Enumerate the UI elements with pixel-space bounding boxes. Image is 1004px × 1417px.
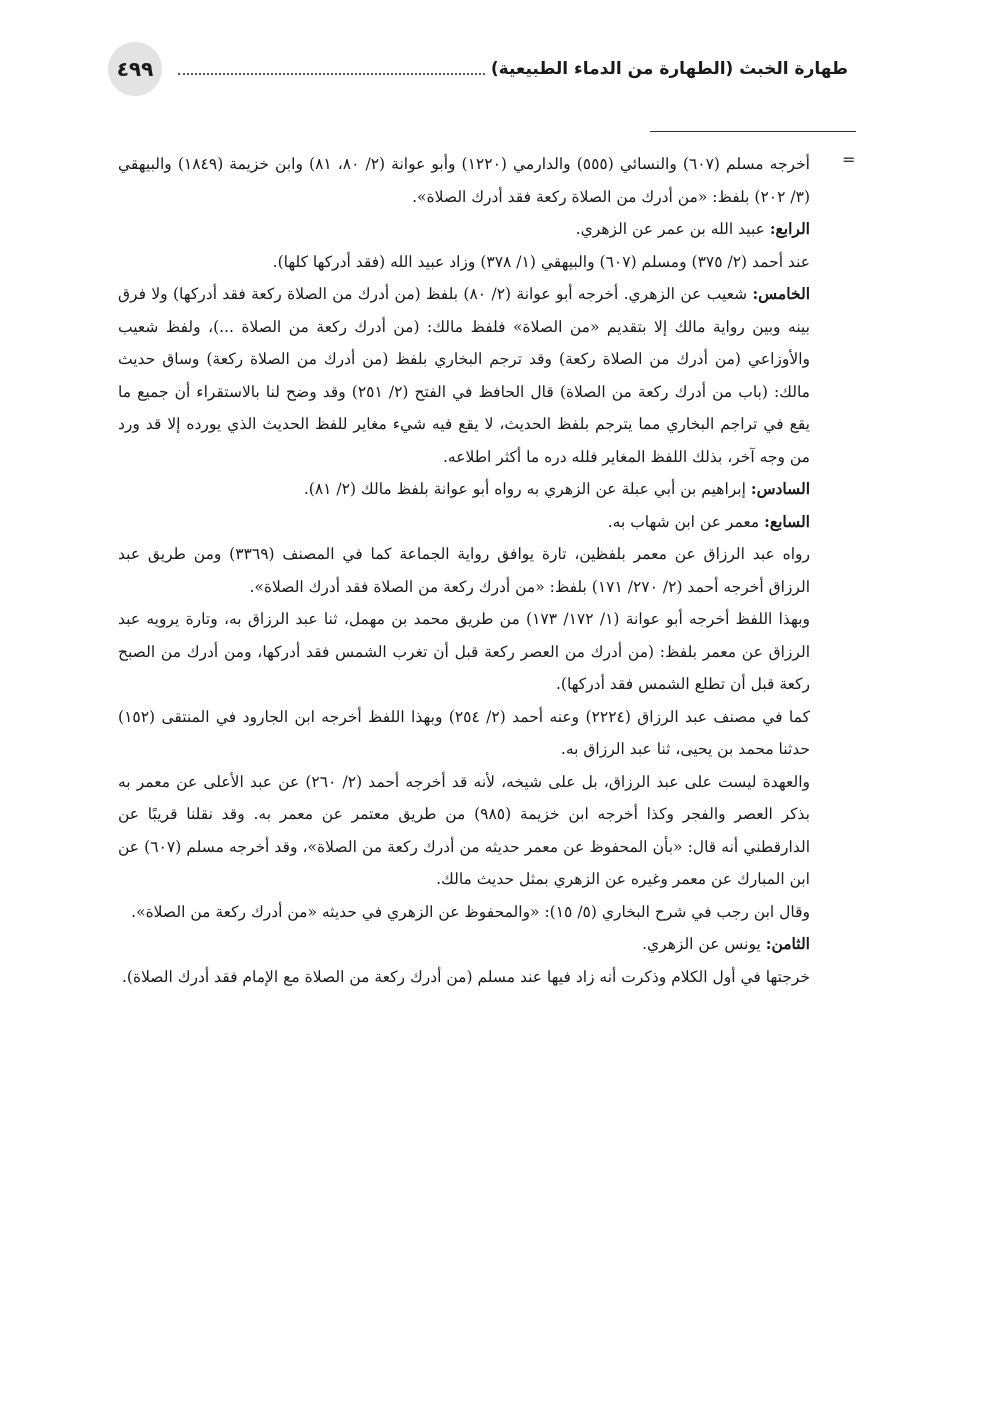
paragraph-10	[118, 766, 810, 896]
paragraph-text: شعيب عن الزهري. أخرجه أبو عوانة (٢/ ٨٠) بلفظ (من أدرك من الصلاة ركعة فقد أدركها) ولا فرق بينه وبين رواية مالك إلا بتقديم «من الصلاة» فلفظ مالك: (من أدرك ركعة من الصلاة ...)، ولفظ شعيب والأوزاعي (من أدرك من الصلاة ركعة) وقد ترجم البخاري بلفظ (من أدرك من الصلاة ركعة) وساق حديث مالك: (باب من أدرك ركعة من الصلاة) قال الحافظ في الفتح (٢/ ٢٥١) وقد وضح لنا بالاستقراء أن جميع ما يقع في تراجم البخاري مما يترجم بلفظ الحديث، لا يقع فيه شيء مغاير للفظ الحديث الذي يورده إلا قد ورد من وجه آخر، بذلك اللفظ المغاير فلله دره ما أكثر اطلاعه.	[118, 285, 810, 466]
paragraph-text: رواه عبد الرزاق عن معمر بلفظين، تارة يوافق رواية الجماعة كما في المصنف (٣٣٦٩) ومن طريق عبد الرزاق أخرجه أحمد (٢/ ٢٧٠/ ١٧١) بلفظ: «من أدرك ركعة من الصلاة فقد أدرك الصلاة».	[118, 545, 811, 596]
paragraph-text: والعهدة ليست على عبد الرزاق، بل على شيخه، لأنه قد أخرجه أحمد (٢/ ٢٦٠) عن عبد الأعلى عن معمر به بذكر العصر والفجر وكذا أخرجه ابن خزيمة (٩٨٥) من طريق معتمر عن معمر به. وقد نقلنا قريبًا عن الدارقطني أنه قال: «بأن المحفوظ عن معمر حديثه من أدرك ركعة من الصلاة»، وقد أخرجه مسلم (٦٠٧) عن ابن المبارك عن معمر وغيره عن الزهري بمثل حديث مالك.	[118, 772, 811, 888]
running-title-text: طهارة الخبث (الطهارة من الدماء الطبيعية)	[490, 59, 848, 79]
paragraph-5	[118, 473, 810, 506]
paragraph-text: خرجتها في أول الكلام وذكرت أنه زاد فيها عند مسلم (من أدرك ركعة من الصلاة مع الإمام فقد أدرك الصلاة).	[121, 967, 810, 986]
paragraph-12	[118, 928, 810, 961]
section-label-fifth: الخامس:	[752, 284, 810, 303]
section-label-eighth: الثامن:	[765, 934, 810, 953]
paragraph-9	[118, 701, 810, 766]
paragraph-text: أخرجه مسلم (٦٠٧) والنسائي (٥٥٥) والدارمي (١٢٢٠) وأبو عوانة (٢/ ٨٠، ٨١) وابن خزيمة (١٨٤٩) والبيهقي (٣/ ٢٠٢) بلفظ: «من أدرك من الصلاة ركعة فقد أدرك الصلاة».	[118, 155, 810, 206]
paragraph-text: يونس عن الزهري.	[642, 935, 761, 953]
paragraph-8	[118, 603, 810, 701]
paragraph-2	[118, 213, 810, 246]
paragraph-3	[118, 246, 810, 279]
paragraph-text: معمر عن ابن شهاب به.	[607, 512, 760, 531]
section-label-fourth: الرابع:	[769, 219, 810, 238]
footnote-continuation-mark: =	[842, 150, 856, 169]
paragraph-text: عند أحمد (٢/ ٣٧٥) ومسلم (٦٠٧) والبيهقي (١/ ٣٧٨) وزاد عبيد الله (فقد أدركها كلها).	[272, 252, 810, 271]
dotted-leader	[178, 73, 485, 75]
footnote-separator-rule	[650, 131, 856, 132]
paragraph-text: وقال ابن رجب في شرح البخاري (٥/ ١٥): «والمحفوظ عن الزهري في حديثه «من أدرك ركعة من الصلاة».	[131, 902, 810, 921]
section-label-sixth: السادس:	[750, 479, 810, 498]
paragraph-11	[118, 896, 810, 929]
paragraph-7	[118, 538, 810, 603]
page-header	[108, 42, 848, 98]
page-number-badge: ٤٩٩	[108, 42, 162, 96]
paragraph-text: إبراهيم بن أبي عبلة عن الزهري به رواه أبو عوانة بلفظ مالك (٢/ ٨١).	[303, 480, 746, 498]
paragraph-6	[118, 506, 810, 539]
paragraph-13	[118, 961, 810, 994]
paragraph-text: وبهذا اللفظ أخرجه أبو عوانة (١/ ١٧٢/ ١٧٣) من طريق محمد بن مهمل، ثنا عبد الرزاق به، وتارة يرويه عبد الرزاق عن معمر بلفظ: (من أدرك من العصر ركعة قبل أن تغرب الشمس فقد أدركها، ومن أدرك من الصبح ركعة قبل أن تطلع الشمس فقد أدركها).	[118, 610, 811, 693]
section-label-seventh: السابع:	[764, 511, 810, 531]
paragraph-4	[118, 278, 810, 473]
paragraph-text: عبيد الله بن عمر عن الزهري.	[575, 220, 765, 238]
paragraph-1	[118, 148, 810, 213]
footnote-text-body	[118, 148, 810, 993]
running-title	[178, 54, 848, 84]
paragraph-text: كما في مصنف عبد الرزاق (٢٢٢٤) وعنه أحمد (٢/ ٢٥٤) وبهذا اللفظ أخرجه ابن الجارود في المنتقى (١٥٢) حدثنا محمد بن يحيى، ثنا عبد الرزاق به.	[118, 707, 810, 758]
